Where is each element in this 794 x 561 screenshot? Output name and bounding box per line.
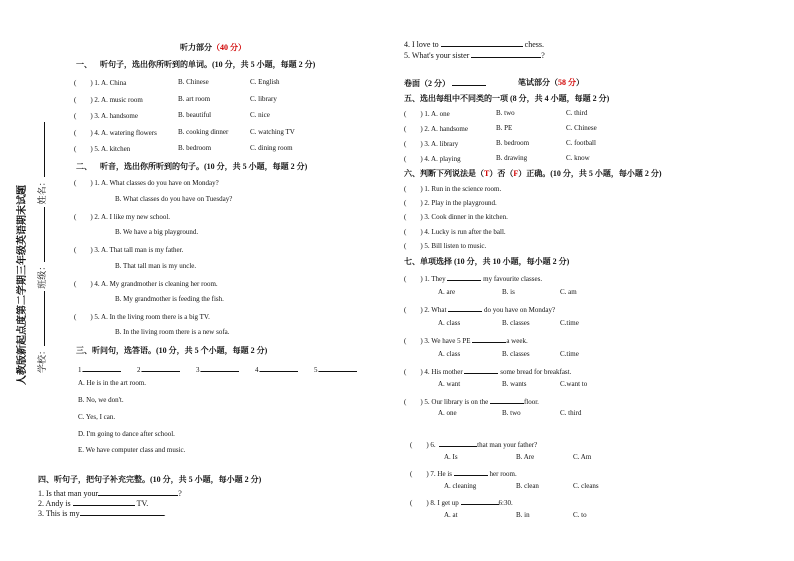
paper-title: 人教版新起点度第二学期三年级英语期末试题 bbox=[17, 185, 28, 385]
answer-blank[interactable] bbox=[98, 487, 178, 496]
section-2-title: 二、 听音，选出你所听到的句子。(10 分，共 5 小题，每题 2 分) bbox=[76, 162, 308, 171]
class-field[interactable] bbox=[36, 207, 45, 262]
answer-blank[interactable] bbox=[454, 467, 488, 476]
list-item: ( ) 6. that man your father? bbox=[410, 438, 537, 450]
list-item: ( ) 3. Cook dinner in the kitchen. bbox=[404, 213, 508, 221]
answer-blank[interactable] bbox=[448, 303, 482, 312]
answer-blank[interactable] bbox=[201, 363, 239, 372]
list-item: ( ) 5. Bill listen to music. bbox=[404, 242, 487, 250]
score-blank[interactable] bbox=[452, 77, 486, 86]
list-item: 3. This is my . bbox=[38, 509, 166, 518]
section-6-title: 六、判断下列说法是（T）否（F）正确。(10 分，共 5 小题，每小题 2 分) bbox=[404, 169, 662, 178]
answer-blank[interactable] bbox=[447, 272, 481, 281]
list-item: ( ) 5. Our library is on the floor. bbox=[404, 395, 539, 407]
list-item: ( ) 4. His mother some bread for breakfast. bbox=[404, 365, 571, 377]
neatness-score: 卷面（2 分） bbox=[404, 77, 486, 89]
list-item: A. He is in the art room. bbox=[78, 379, 147, 387]
name-field[interactable] bbox=[36, 122, 45, 177]
answer-blank[interactable] bbox=[471, 49, 541, 58]
answer-blank[interactable] bbox=[80, 507, 164, 516]
answer-blank[interactable] bbox=[490, 395, 524, 404]
answer-blank[interactable] bbox=[142, 363, 180, 372]
name-label: 姓名 bbox=[37, 186, 47, 205]
answer-blank[interactable] bbox=[464, 365, 498, 374]
answer-blanks: 1. 2. 3. 4. 5. bbox=[78, 363, 357, 374]
list-item: 2. Andy is TV. bbox=[38, 499, 149, 508]
list-item: ( ) 8. I get up 6:30. bbox=[410, 496, 513, 508]
list-item: ( ) 3. A. handsome bbox=[74, 112, 138, 120]
section-7-title: 七、单项选择 (10 分，共 10 小题，每小题 2 分) bbox=[404, 257, 570, 266]
list-item: 5. What's your sister ? bbox=[404, 51, 545, 60]
answer-blank[interactable] bbox=[441, 38, 523, 47]
list-item: E. We have computer class and music. bbox=[78, 446, 186, 454]
answer-blank[interactable] bbox=[461, 496, 499, 505]
list-item: ( ) 2. A. I like my new school. bbox=[74, 213, 171, 221]
list-item: 1. Is that man your ? bbox=[38, 489, 182, 498]
section-3-title: 三、听问句，选答语。(10 分，共 5 个小题，每题 2 分) bbox=[76, 346, 268, 355]
list-item: 4. I love to chess. bbox=[404, 40, 544, 49]
list-item: ( ) 4. A. watering flowers bbox=[74, 129, 157, 137]
written-header: 笔试部分（58 分） bbox=[518, 78, 584, 87]
list-item: ( ) 3. A. library bbox=[404, 140, 459, 148]
list-item: ( ) 3. We have 5 PE a week. bbox=[404, 334, 528, 346]
list-item: ( ) 1. They my favourite classes. bbox=[404, 272, 542, 284]
list-item: ( ) 4. A. My grandmother is cleaning her room. bbox=[74, 280, 218, 288]
answer-blank[interactable] bbox=[319, 363, 357, 372]
section-5-title: 五、选出每组中不同类的一项 (8 分，共 4 小题，每题 2 分) bbox=[404, 94, 610, 103]
list-item: ( ) 1. Run in the science room. bbox=[404, 185, 502, 193]
listening-header: 听力部分（40 分） bbox=[180, 43, 246, 52]
student-info-fields: 学校： 班级： 姓名： bbox=[28, 80, 58, 380]
school-label: 学校 bbox=[37, 354, 47, 373]
list-item: ( ) 4. Lucky is run after the ball. bbox=[404, 228, 506, 236]
class-label: 班级 bbox=[37, 270, 47, 289]
answer-blank[interactable] bbox=[439, 438, 477, 447]
list-item: ( ) 1. A. China bbox=[74, 79, 127, 87]
answer-blank[interactable] bbox=[73, 497, 135, 506]
section-1-title: 一、 听句子，选出你所听到的单词。(10 分，共 5 小题，每题 2 分) bbox=[76, 60, 316, 69]
answer-blank[interactable] bbox=[83, 363, 121, 372]
list-item: ( ) 2. A. music room bbox=[74, 96, 143, 104]
list-item: ( ) 1. A. What classes do you have on Monday? bbox=[74, 179, 219, 187]
list-item: D. I'm going to dance after school. bbox=[78, 430, 175, 438]
answer-blank[interactable] bbox=[472, 334, 506, 343]
list-item: C. Yes, I can. bbox=[78, 413, 116, 421]
list-item: ( ) 2. A. handsome bbox=[404, 125, 468, 133]
section-4-title: 四、听句子，把句子补充完整。(10 分，共 5 小题，每小题 2 分) bbox=[38, 475, 262, 484]
list-item: B. No, we don't. bbox=[78, 396, 124, 404]
list-item: ( ) 4. A. playing bbox=[404, 155, 461, 163]
list-item: ( ) 5. A. kitchen bbox=[74, 145, 131, 153]
list-item: ( ) 3. A. That tall man is my father. bbox=[74, 246, 184, 254]
school-field[interactable] bbox=[36, 291, 45, 346]
list-item: ( ) 7. He is her room. bbox=[410, 467, 517, 479]
list-item: ( ) 2. Play in the playground. bbox=[404, 199, 497, 207]
answer-blank[interactable] bbox=[260, 363, 298, 372]
list-item: ( ) 5. A. In the living room there is a big TV. bbox=[74, 313, 210, 321]
list-item: ( ) 1. A. one bbox=[404, 110, 450, 118]
list-item: ( ) 2. What do you have on Monday? bbox=[404, 303, 555, 315]
